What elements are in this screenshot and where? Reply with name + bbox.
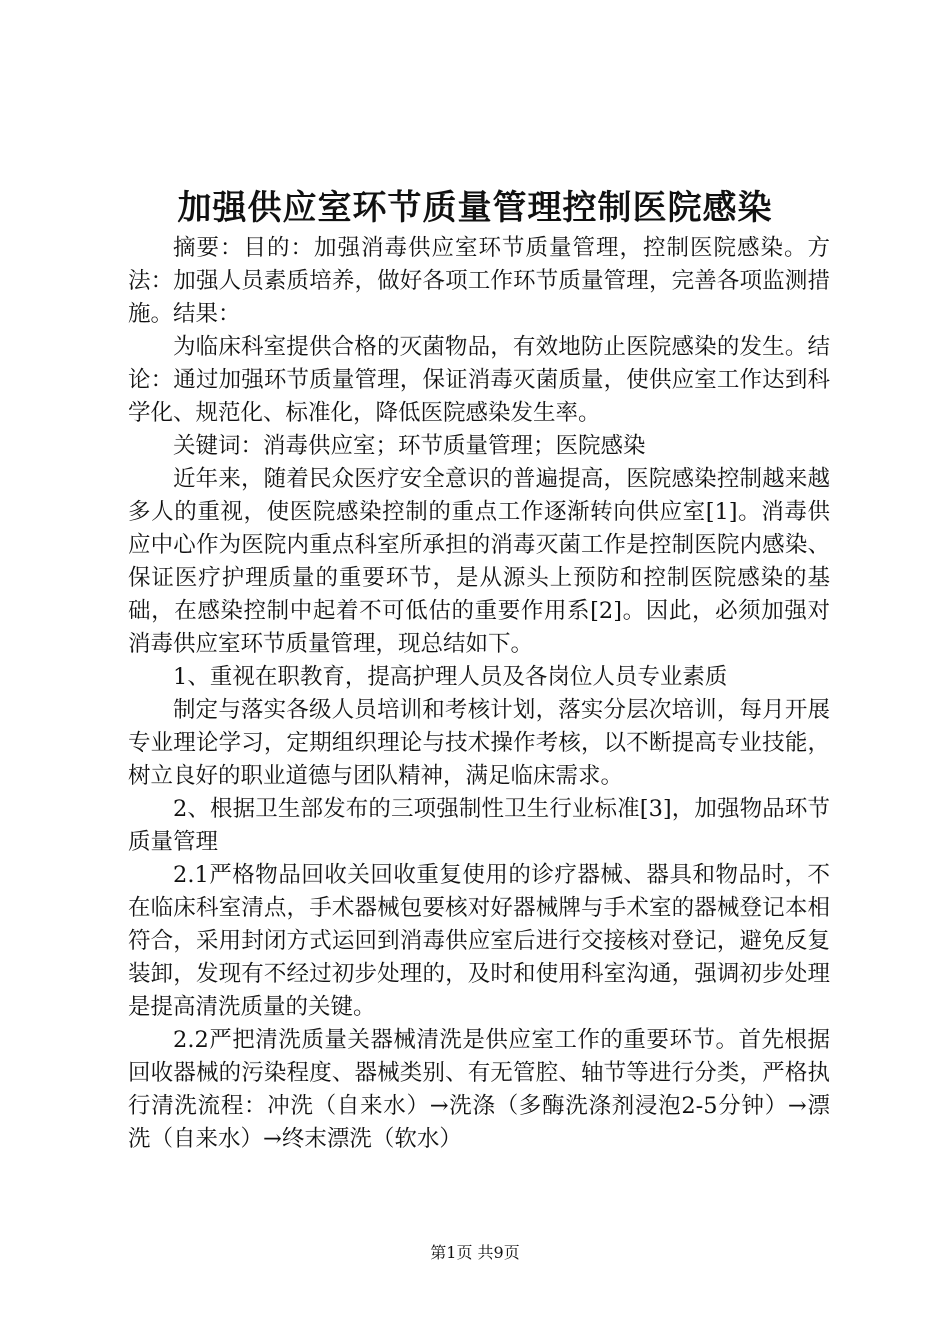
section-2-heading: 2、根据卫生部发布的三项强制性卫生行业标准[3]，加强物品环节质量管理 [128,796,830,855]
document-title: 加强供应室环节质量管理控制医院感染 [177,188,773,228]
section-1-paragraph: 制定与落实各级人员培训和考核计划，落实分层次培训，每月开展专业理论学习，定期组织理论与技术操作考核，以不断提高专业技能，树立良好的职业道德与团队精神，满足临床需求。 [128,697,830,789]
section-1-heading: 1、重视在职教育，提高护理人员及各岗位人员专业素质 [173,664,728,690]
abstract-paragraph: 摘要：目的：加强消毒供应室环节质量管理，控制医院感染。方法：加强人员素质培养，做好各项工作环节质量管理，完善各项监测措施。结果： [128,235,830,327]
keywords-paragraph: 关键词：消毒供应室；环节质量管理；医院感染 [173,433,646,459]
intro-paragraph: 近年来，随着民众医疗安全意识的普遍提高，医院感染控制越来越多人的重视，使医院感染控制的重点工作逐渐转向供应室[1]。消毒供应中心作为医院内重点科室所承担的消毒灭菌工作是控制医院内感染、保证医疗护理质量的重要环节，是从源头上预防和控制医院感染的基础，在感染控制中起着不可低估的重要作用系[2]。因此，必须加强对消毒供应室环节质量管理，现总结如下。 [128,466,830,657]
result-paragraph: 为临床科室提供合格的灭菌物品，有效地防止医院感染的发生。结论：通过加强环节质量管理，保证消毒灭菌质量，使供应室工作达到科学化、规范化、标准化，降低医院感染发生率。 [128,334,830,426]
document-body [128,232,830,1156]
page-number-footer: 第1页 共9页 [430,1243,520,1262]
section-2-1-paragraph: 2.1严格物品回收关回收重复使用的诊疗器械、器具和物品时，不在临床科室清点，手术器械包要核对好器械牌与手术室的器械登记本相符合，采用封闭方式运回到消毒供应室后进行交接核对登记，避免反复装卸，发现有不经过初步处理的，及时和使用科室沟通，强调初步处理是提高清洗质量的关键。 [128,862,830,1020]
section-2-2-paragraph: 2.2严把清洗质量关器械清洗是供应室工作的重要环节。首先根据回收器械的污染程度、器械类别、有无管腔、轴节等进行分类，严格执行清洗流程：冲洗（自来水）→洗涤（多酶洗涤剂浸泡2-5分钟）→漂洗（自来水）→终末漂洗（软水） [128,1027,830,1152]
